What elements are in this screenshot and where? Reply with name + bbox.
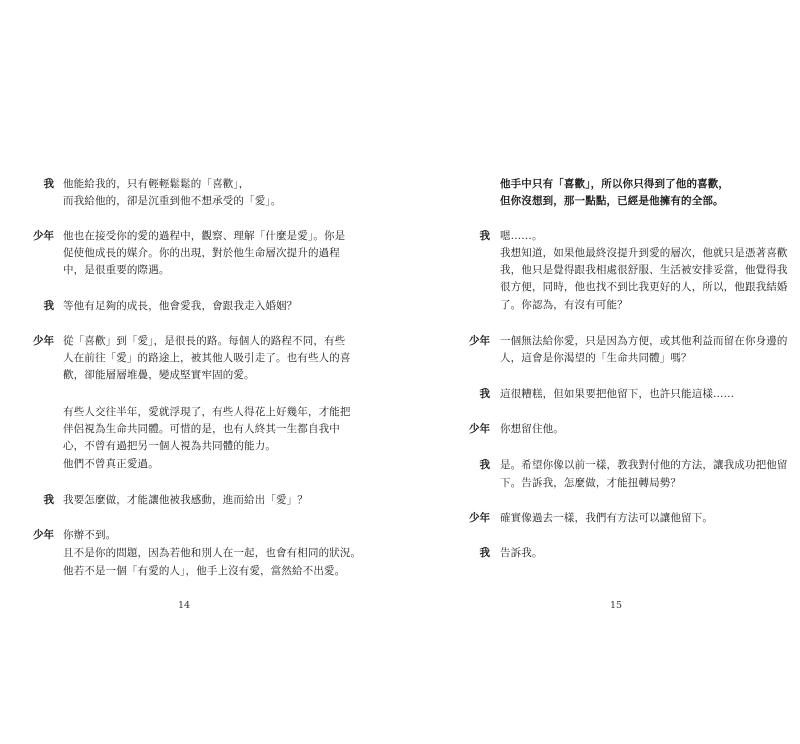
text-line: 但你沒想到，那一點點，已經是他擁有的全部。: [500, 195, 724, 207]
speaker-label: 我: [43, 494, 54, 506]
text-line: 一個無法給你愛，只是因為方便，或其他利益而留在你身邊的: [500, 335, 788, 347]
text-line: 告訴我。: [500, 547, 543, 559]
speaker-label: 少年: [33, 529, 54, 541]
text-line: 中，是很重要的際遇。: [63, 264, 170, 276]
text-line: 他手中只有「喜歡」，所以你只得到了他的喜歡，: [500, 178, 730, 190]
speaker-label: 我: [479, 230, 490, 242]
speaker-label: 少年: [469, 335, 490, 347]
text-line: 人，這會是你渴望的「生命共同體」嗎？: [500, 352, 692, 364]
speaker-label: 少年: [469, 423, 490, 435]
text-line: 我，他只是覺得跟我相處很舒服、生活被安排妥當，他覺得我: [500, 264, 788, 276]
text-line: 我想知道，如果他最終沒提升到愛的層次，他就只是憑著喜歡: [500, 247, 788, 259]
text-line: 確實像過去一樣，我們有方法可以讓他留下。: [500, 512, 713, 524]
text-line: 人在前往「愛」的路途上，被其他人吸引走了。也有些人的喜: [63, 352, 351, 364]
text-line: 下。告訴我，怎麼做，才能扭轉局勢？: [500, 477, 682, 489]
speaker-label: 我: [43, 300, 54, 312]
text-line: 他也在接受你的愛的過程中，觀察、理解「什麼是愛」。你是: [63, 230, 346, 242]
text-line: 他若不是一個「有愛的人」，他手上沒有愛，當然給不出愛。: [63, 565, 346, 577]
text-line: 歡，卻能層層堆疊，變成堅實牢固的愛。: [63, 369, 255, 381]
text-line: 他們不曾真正愛過。: [63, 458, 159, 470]
text-line: 很方便，同時，他也找不到比我更好的人，所以，他跟我結婚: [500, 281, 788, 293]
speaker-label: 少年: [469, 512, 490, 524]
text-line: 他能給我的，只有輕輕鬆鬆的「喜歡」，: [63, 178, 250, 190]
text-line: 心，不曾有過把另一個人視為共同體的能力。: [63, 440, 276, 452]
text-line: 嗯……。: [500, 230, 543, 242]
text-line: 且不是你的問題，因為若他和別人在一起，也會有相同的狀況。: [63, 547, 362, 559]
text-line: 我要怎麼做，才能讓他被我感動，進而給出「愛」？: [63, 494, 308, 506]
text-line: 伴侶視為生命共同體。可惜的是，也有人終其一生都自我中: [63, 423, 340, 435]
page-number: 14: [178, 600, 191, 611]
speaker-label: 我: [43, 178, 54, 190]
speaker-label: 少年: [33, 335, 54, 347]
text-line: 而我給他的，卻是沉重到他不想承受的「愛」。: [63, 195, 282, 207]
text-line: 從「喜歡」到「愛」，是很長的路。每個人的路程不同，有些: [63, 335, 346, 347]
text-line: 是。希望你像以前一樣，教我對付他的方法，讓我成功把他留: [500, 459, 788, 471]
speaker-label: 我: [479, 547, 490, 559]
speaker-label: 我: [479, 388, 490, 400]
speaker-label: 我: [479, 459, 490, 471]
text-line: 有些人交往半年，愛就浮現了，有些人得花上好幾年，才能把: [63, 406, 351, 418]
text-line: 了。你認為，有沒有可能？: [500, 299, 628, 311]
speaker-label: 少年: [33, 230, 54, 242]
text-line: 等他有足夠的成長，他會愛我，會跟我走入婚姻？: [63, 300, 298, 312]
right-page: [400, 0, 800, 744]
text-line: 促使他成長的媒介。你的出現，對於他生命層次提升的過程: [63, 247, 340, 259]
text-line: 你辦不到。: [63, 529, 117, 541]
text-line: 你想留住他。: [500, 423, 564, 435]
page-number: 15: [610, 600, 623, 611]
text-line: 這很糟糕，但如果要把他留下，也許只能這樣……: [500, 388, 735, 400]
